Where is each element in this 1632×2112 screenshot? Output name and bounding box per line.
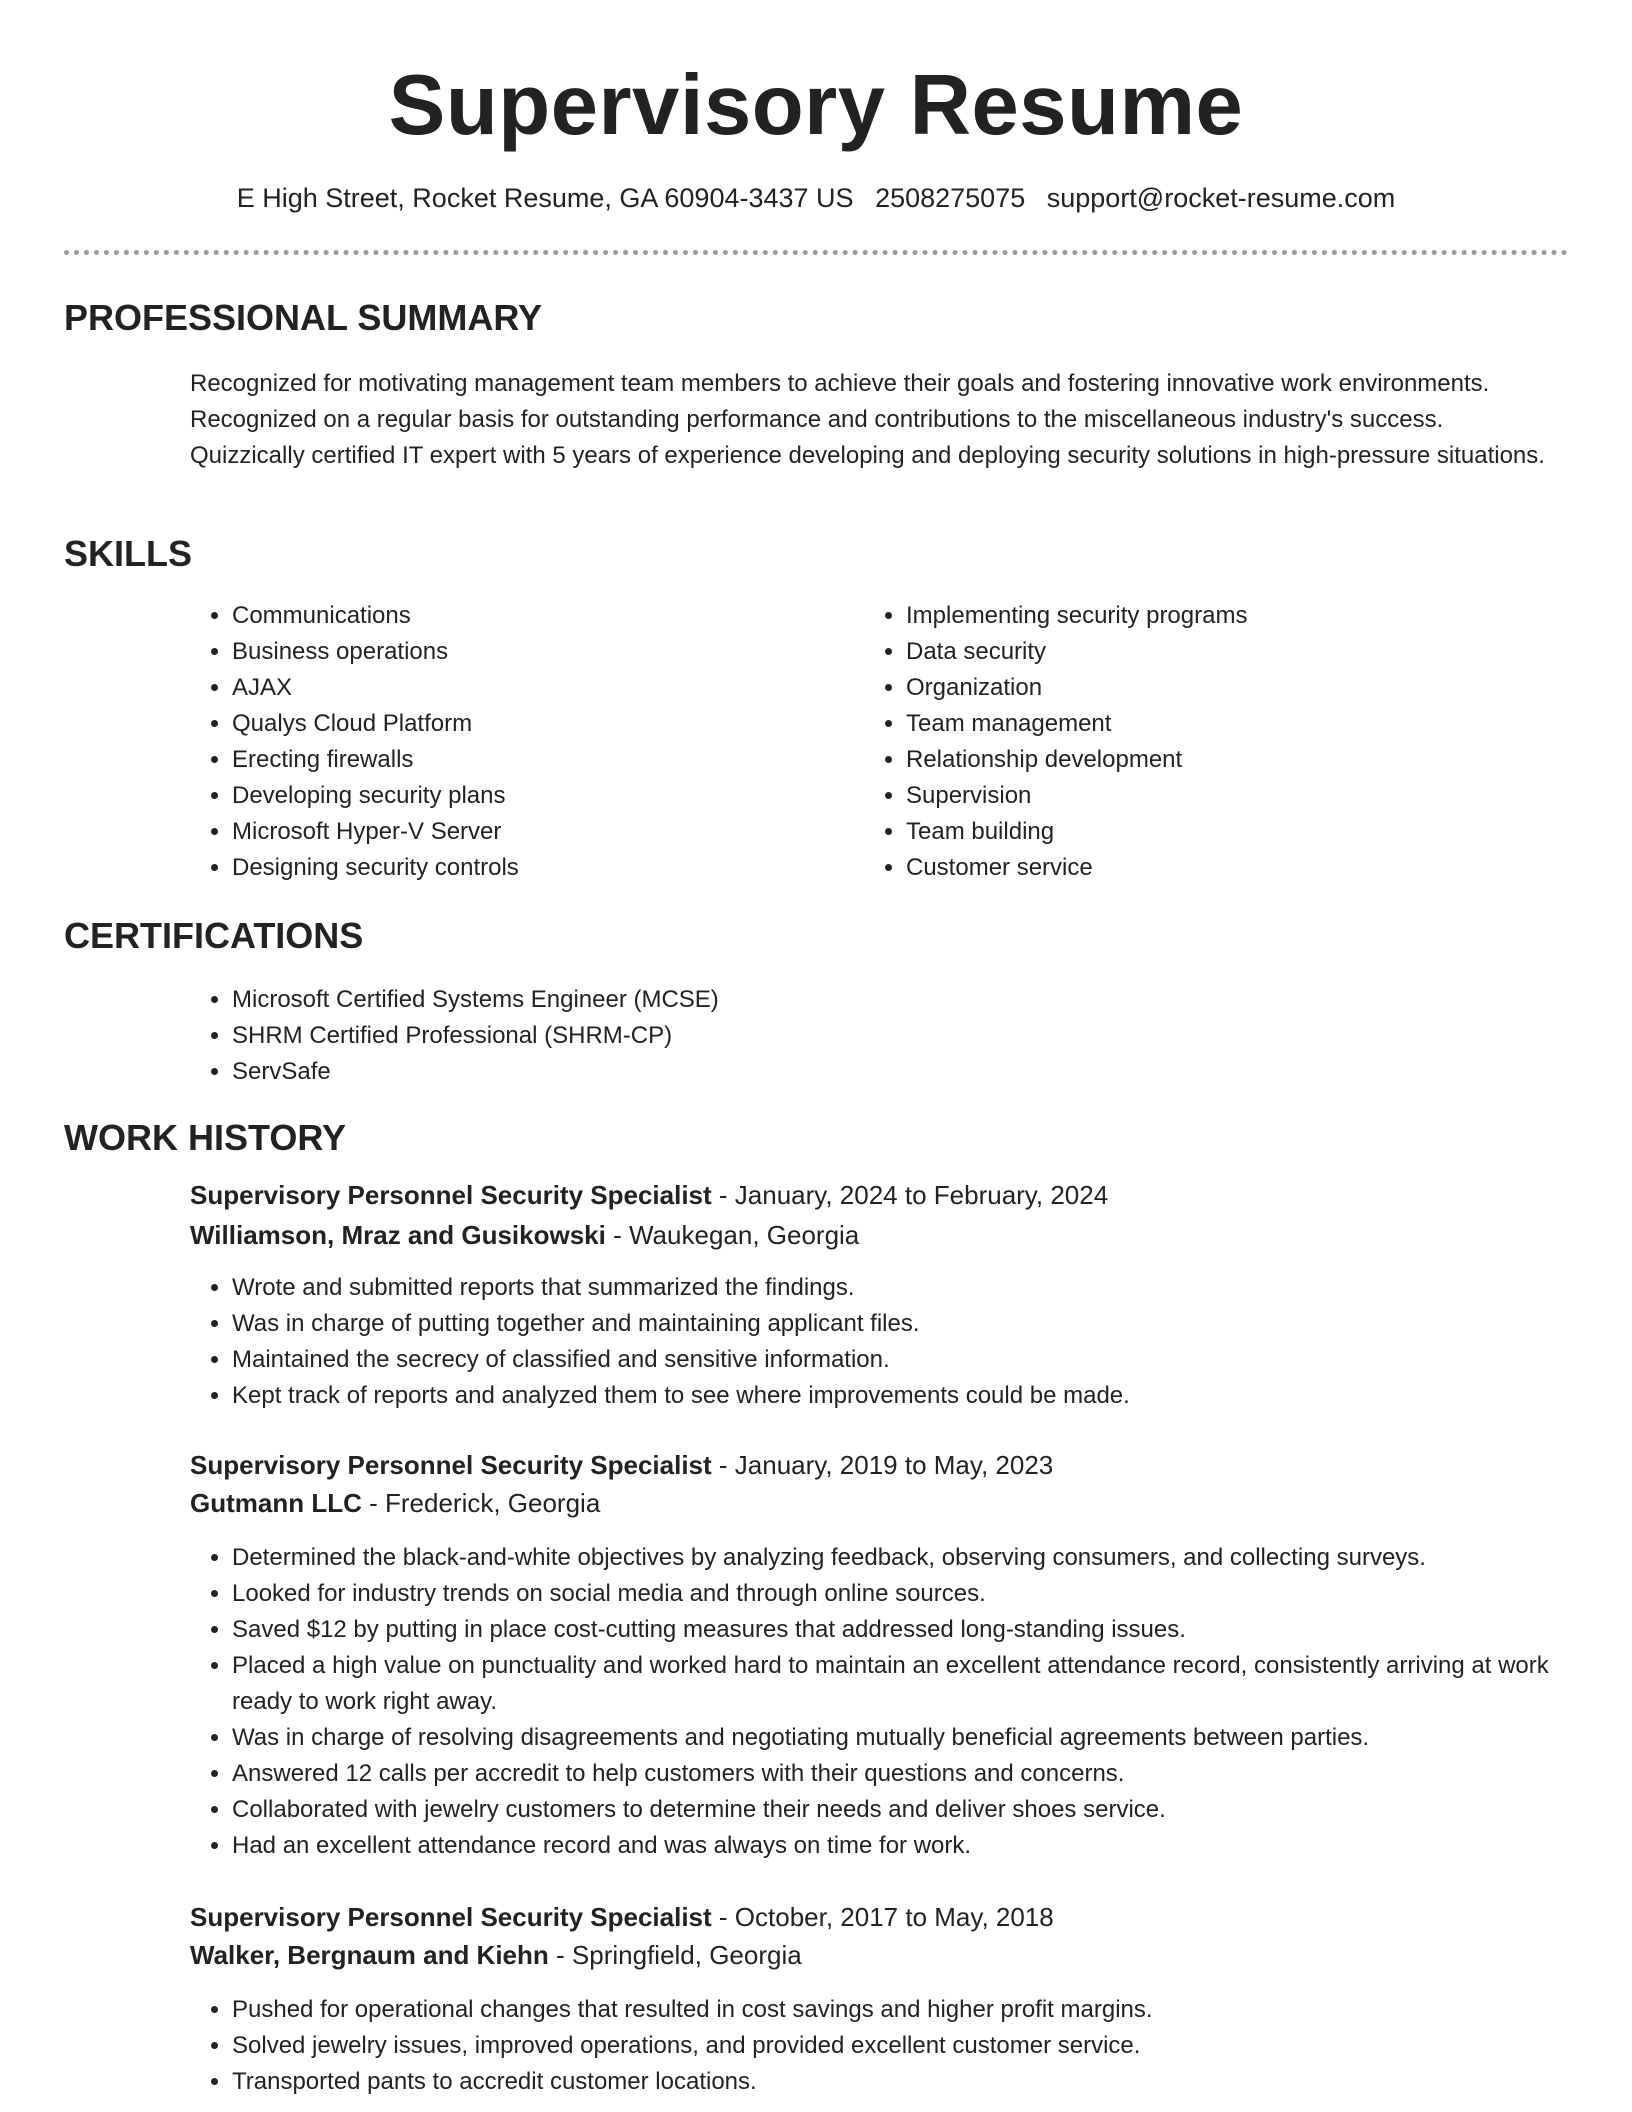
skills-list-left bbox=[188, 598, 832, 886]
job-bullets bbox=[188, 1992, 1592, 2100]
job-location: Frederick, Georgia bbox=[384, 1488, 601, 1518]
job-dates: January, 2019 to May, 2023 bbox=[734, 1450, 1054, 1480]
job-title-line bbox=[190, 1446, 1053, 1484]
job-bullet: • Placed a high value on punctuality and worked hard to maintain an excellent attendance record, consistently arriving at work ready to work right away. bbox=[232, 1648, 1592, 1720]
skill-item: • Team management bbox=[906, 706, 1546, 742]
skill-item: • Developing security plans bbox=[232, 778, 832, 814]
separator: - bbox=[711, 1902, 735, 1932]
job-company: Walker, Bergnaum and Kiehn bbox=[190, 1940, 549, 1970]
job-company-line bbox=[190, 1216, 859, 1254]
summary-heading: PROFESSIONAL SUMMARY bbox=[64, 297, 543, 338]
job-company-line bbox=[190, 1484, 600, 1522]
certification-item: • ServSafe bbox=[232, 1054, 1532, 1090]
job-title-line bbox=[190, 1898, 1054, 1936]
job-bullet: • Collaborated with jewelry customers to determine their needs and deliver shoes service. bbox=[232, 1792, 1592, 1828]
resume-title: Supervisory Resume bbox=[388, 58, 1244, 153]
skill-item: • Relationship development bbox=[906, 742, 1546, 778]
job-bullet: • Determined the black-and-white objectives by analyzing feedback, observing consumers, and collecting surveys. bbox=[232, 1540, 1592, 1576]
skills-heading: SKILLS bbox=[64, 533, 193, 574]
job-bullet: • Maintained the secrecy of classified and sensitive information. bbox=[232, 1342, 1592, 1378]
job-company-line bbox=[190, 1936, 802, 1974]
skill-item: • Communications bbox=[232, 598, 832, 634]
header-divider bbox=[64, 250, 1568, 255]
job-company: Williamson, Mraz and Gusikowski bbox=[190, 1220, 606, 1250]
certification-item: • Microsoft Certified Systems Engineer (MCSE) bbox=[232, 982, 1532, 1018]
separator: - bbox=[605, 1220, 629, 1250]
contact-email: support@rocket-resume.com bbox=[1046, 183, 1396, 213]
separator: - bbox=[711, 1180, 735, 1210]
job-location: Waukegan, Georgia bbox=[628, 1220, 860, 1250]
skill-item: • Organization bbox=[906, 670, 1546, 706]
job-bullet: • Was in charge of resolving disagreements and negotiating mutually beneficial agreements between parties. bbox=[232, 1720, 1592, 1756]
job-dates: October, 2017 to May, 2018 bbox=[734, 1902, 1054, 1932]
job-role: Supervisory Personnel Security Specialist bbox=[190, 1180, 712, 1210]
job-bullets bbox=[188, 1540, 1592, 1864]
certifications-heading: CERTIFICATIONS bbox=[64, 915, 364, 956]
skill-item: • Team building bbox=[906, 814, 1546, 850]
skills-list-right bbox=[862, 598, 1546, 886]
job-bullet: • Wrote and submitted reports that summarized the findings. bbox=[232, 1270, 1592, 1306]
certifications-list bbox=[188, 982, 1532, 1090]
work-history-heading: WORK HISTORY bbox=[64, 1117, 347, 1158]
separator: - bbox=[361, 1488, 385, 1518]
skill-item: • AJAX bbox=[232, 670, 832, 706]
skill-item: • Designing security controls bbox=[232, 850, 832, 886]
job-company: Gutmann LLC bbox=[190, 1488, 362, 1518]
job-role: Supervisory Personnel Security Specialist bbox=[190, 1450, 712, 1480]
separator: - bbox=[711, 1450, 735, 1480]
skill-item: • Supervision bbox=[906, 778, 1546, 814]
certification-item: • SHRM Certified Professional (SHRM-CP) bbox=[232, 1018, 1532, 1054]
contact-line bbox=[0, 180, 1632, 216]
job-bullet: • Looked for industry trends on social media and through online sources. bbox=[232, 1576, 1592, 1612]
job-bullet: • Kept track of reports and analyzed them to see where improvements could be made. bbox=[232, 1378, 1592, 1414]
skill-item: • Implementing security programs bbox=[906, 598, 1546, 634]
job-bullet: • Answered 12 calls per accredit to help customers with their questions and concerns. bbox=[232, 1756, 1592, 1792]
job-title-line bbox=[190, 1176, 1108, 1214]
skill-item: • Business operations bbox=[232, 634, 832, 670]
separator: - bbox=[548, 1940, 572, 1970]
job-bullet: • Transported pants to accredit customer locations. bbox=[232, 2064, 1592, 2100]
contact-address: E High Street, Rocket Resume, GA 60904-3437 US bbox=[236, 183, 854, 213]
summary-text: Recognized for motivating management team members to achieve their goals and fostering innovative work environments. Recognized on a regular basis for outstanding performance and contributions to the miscellaneous industry's success. Quizzically certified IT expert with 5 years of experience developing and deploying security solutions in high-pressure situations. bbox=[190, 370, 1545, 469]
job-dates: January, 2024 to February, 2024 bbox=[734, 1180, 1109, 1210]
job-bullet: • Had an excellent attendance record and was always on time for work. bbox=[232, 1828, 1592, 1864]
skill-item: • Data security bbox=[906, 634, 1546, 670]
job-bullet: • Pushed for operational changes that resulted in cost savings and higher profit margins. bbox=[232, 1992, 1592, 2028]
job-bullet: • Was in charge of putting together and maintaining applicant files. bbox=[232, 1306, 1592, 1342]
contact-phone: 2508275075 bbox=[875, 183, 1026, 213]
job-bullet: • Solved jewelry issues, improved operations, and provided excellent customer service. bbox=[232, 2028, 1592, 2064]
job-bullets bbox=[188, 1270, 1592, 1414]
job-bullet: • Saved $12 by putting in place cost-cutting measures that addressed long-standing issues. bbox=[232, 1612, 1592, 1648]
skill-item: • Microsoft Hyper-V Server bbox=[232, 814, 832, 850]
skill-item: • Qualys Cloud Platform bbox=[232, 706, 832, 742]
skill-item: • Customer service bbox=[906, 850, 1546, 886]
job-role: Supervisory Personnel Security Specialist bbox=[190, 1902, 712, 1932]
skill-item: • Erecting firewalls bbox=[232, 742, 832, 778]
job-location: Springfield, Georgia bbox=[571, 1940, 802, 1970]
